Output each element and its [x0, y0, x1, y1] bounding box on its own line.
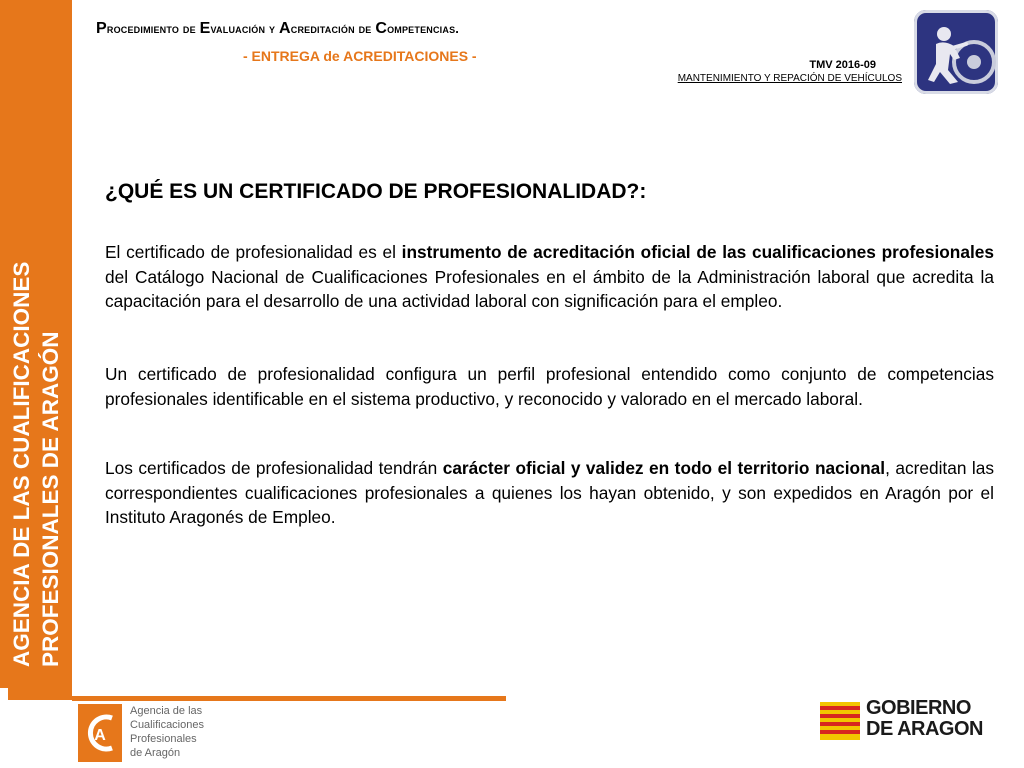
qualification-code: TMV 2016-09 — [809, 59, 876, 71]
paragraph-profile — [105, 362, 994, 411]
mechanic-logo-icon — [914, 10, 998, 94]
title-initial: A — [278, 20, 291, 37]
agency-mark-icon — [78, 704, 122, 762]
text-run: Los certificados de profesionalidad tendrán — [105, 458, 443, 478]
logo-text-line: Agencia de las — [130, 705, 203, 717]
title-rest: creditación de — [290, 21, 376, 36]
page-title — [96, 20, 459, 38]
logo-text-line: Profesionales — [130, 733, 197, 745]
text-run: del Catálogo Nacional de Cualificaciones Profesionales en el ámbito de la Administración laboral que acredita la capacitación para el desarrollo de una actividad laboral con significación para el empleo. — [105, 266, 994, 311]
aragon-flag-icon — [820, 702, 860, 740]
qualification-area: MANTENIMIENTO Y REPACIÓN DE VEHÍCULOS — [677, 73, 902, 84]
sidebar-line-2: PROFESIONALES DE ARAGÓN — [38, 331, 63, 667]
paragraph-validity — [105, 456, 994, 530]
agency-mark-letter: A — [94, 727, 106, 744]
section-heading: ¿QUÉ ES UN CERTIFICADO DE PROFESIONALIDAD?: — [105, 180, 647, 203]
sidebar-marker — [0, 688, 8, 706]
title-rest: rocedimiento de — [106, 21, 200, 36]
agency-logo — [76, 702, 216, 764]
page-subtitle: - ENTREGA de ACREDITACIONES - — [243, 48, 477, 64]
logo-text-line: de Aragón — [130, 747, 181, 759]
sidebar-band — [0, 0, 72, 700]
agency-logo-text — [130, 704, 204, 760]
gov-logo-text — [866, 698, 983, 740]
title-rest: ompetencias. — [387, 21, 460, 36]
text-run: El certificado de profesionalidad es el — [105, 242, 402, 262]
sidebar-line-1: AGENCIA DE LAS CUALIFICACIONES — [9, 261, 34, 667]
title-initial: P — [96, 20, 107, 37]
paragraph-definition — [105, 240, 994, 314]
logo-text-line: Cualificaciones — [130, 719, 204, 731]
logo-text-line: GOBIERNO — [866, 697, 971, 719]
bold-text: carácter oficial y validez en todo el territorio nacional — [442, 458, 886, 478]
title-rest: valuación y — [210, 21, 279, 36]
logo-text-line: DE ARAGON — [866, 718, 983, 740]
title-initial: C — [375, 20, 388, 37]
title-initial: E — [199, 20, 211, 37]
text-run: , acreditan las correspondientes cualificaciones profesionales a quienes los hayan obtenido, y son expedidos en Aragón por el Instituto Aragonés de Empleo. — [105, 458, 994, 527]
gobierno-aragon-logo — [820, 698, 1000, 746]
bold-text: instrumento de acreditación oficial de las cualificaciones profesionales — [401, 242, 994, 262]
text-run: Un certificado de profesionalidad configura un perfil profesional entendido como conjunto de competencias profesionales identificable en el sistema productivo, y reconocido y valorado en el mercado laboral. — [105, 364, 994, 409]
bottom-rule — [72, 696, 506, 701]
sidebar-agency-name — [7, 197, 65, 667]
